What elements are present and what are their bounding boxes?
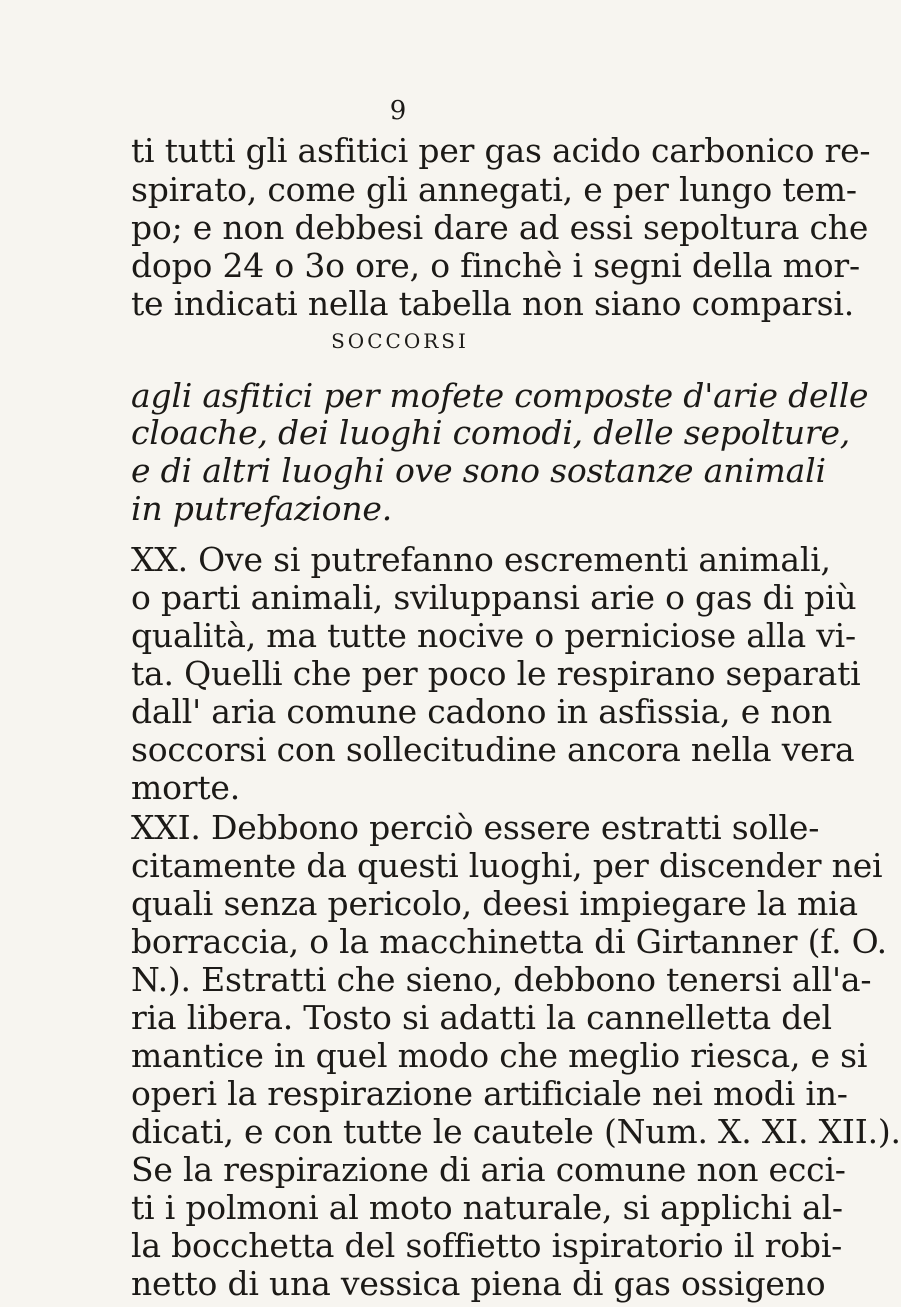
- paragraph-xxi-line-13: netto di una vessica piena di gas ossigeno: [131, 1264, 826, 1303]
- paragraph-xx-line-7: morte.: [131, 768, 241, 807]
- paragraph-xxi-line-10: Se la respirazione di aria comune non ecci-: [131, 1150, 846, 1189]
- paragraph-xx-line-4: ta. Quelli che per poco le respirano separati: [131, 654, 861, 693]
- paragraph-xxi-line-6: ria libera. Tosto si adatti la cannelletta del: [131, 998, 832, 1037]
- paragraph-xxi-line-8: operi la respirazione artificiale nei modi in-: [131, 1074, 848, 1113]
- paragraph-xxi-line-12: la bocchetta del soffietto ispiratorio il robi-: [131, 1226, 843, 1265]
- intro-line-5: te indicati nella tabella non siano comparsi.: [131, 284, 854, 323]
- paragraph-xxi-line-7: mantice in quel modo che meglio riesca, e si: [131, 1036, 868, 1075]
- paragraph-xxi-line-9: dicati, e con tutte le cautele (Num. X. XI. XII.).: [131, 1112, 901, 1151]
- paragraph-xx-line-3: qualità, ma tutte nocive o perniciose alla vi-: [131, 616, 856, 655]
- section-heading: SOCCORSI: [331, 329, 469, 353]
- subtitle-line-2: cloache, dei luoghi comodi, delle sepolture,: [131, 413, 851, 452]
- intro-line-4: dopo 24 o 3o ore, o finchè i segni della mor-: [131, 246, 860, 285]
- paragraph-xxi-line-3: quali senza pericolo, deesi impiegare la mia: [131, 884, 858, 923]
- paragraph-xx-line-5: dall' aria comune cadono in asfissia, e non: [131, 692, 833, 731]
- paragraph-xxi-line-2: citamente da questi luoghi, per discender nei: [131, 846, 883, 885]
- paragraph-xxi-line-4: borraccia, o la macchinetta di Girtanner (f. O.: [131, 922, 887, 961]
- subtitle-line-4: in putrefazione.: [131, 489, 393, 528]
- intro-line-2: spirato, come gli annegati, e per lungo tem-: [131, 170, 857, 209]
- paragraph-xx-line-6: soccorsi con sollecitudine ancora nella vera: [131, 730, 855, 769]
- intro-line-3: po; e non debbesi dare ad essi sepoltura che: [131, 208, 869, 247]
- paragraph-xxi-line-1: XXI. Debbono perciò essere estratti solle-: [131, 808, 820, 847]
- paragraph-xxi-line-11: ti i polmoni al moto naturale, si applichi al-: [131, 1188, 843, 1227]
- subtitle-line-3: e di altri luoghi ove sono sostanze animali: [131, 451, 826, 490]
- paragraph-xxi-line-5: N.). Estratti che sieno, debbono tenersi all'a-: [131, 960, 872, 999]
- page-number: 9: [389, 96, 407, 126]
- subtitle-line-1: agli asfitici per mofete composte d'arie delle: [131, 376, 869, 415]
- intro-line-1: ti tutti gli asfitici per gas acido carbonico re-: [131, 131, 871, 170]
- paragraph-xx-line-1: XX. Ove si putrefanno escrementi animali,: [131, 540, 831, 579]
- paragraph-xx-line-2: o parti animali, sviluppansi arie o gas di più: [131, 578, 857, 617]
